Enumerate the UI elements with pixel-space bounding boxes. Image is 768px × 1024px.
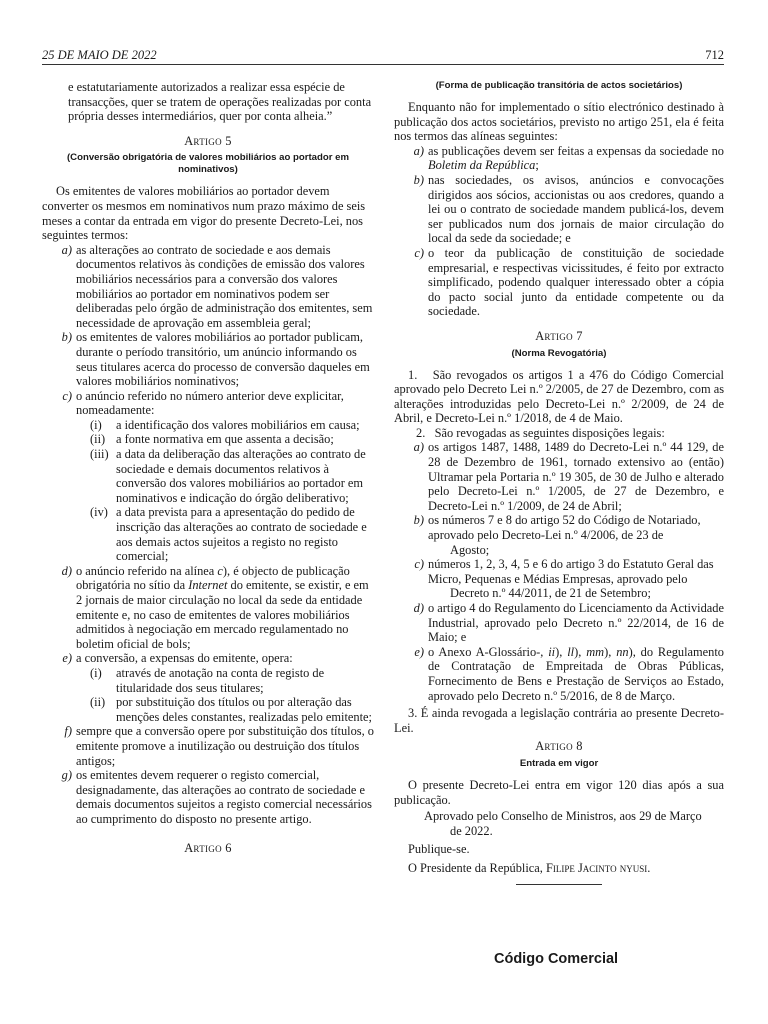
article-8-paragraph: O presente Decreto-Lei entra em vigor 120 dias após a sua publicação. [394,777,724,807]
list-item: b) os números 7 e 8 do artigo 52 do Código de Notariado, aprovado pelo Decreto-Lei n.º 4/2006, de 23 de [413,513,701,543]
intro-paragraph: e estatutariamente autorizados a realizar essa espécie de transacções, quer se tratem de operações realizadas por conta própria desses intermediários, quer por conta alheia.” [68,80,372,124]
page-header [42,48,724,64]
approval-line-continuation: de 2022. [450,823,493,838]
publique-se: Publique-se. [408,842,470,857]
article-5-title: Artigo 5 [184,133,232,148]
list-item: d) o anúncio referido na alínea c), é objecto de publicação obrigatória no sítio da Internet do emitente, se existir, e em 2 jornais de maior circulação no local da sede da entidade emitente e, no caso de emitentes de valores mobiliários admitidos à negociação em mercado regulamentado no boletim oficial de bols; [61,563,369,651]
list-item: a) os artigos 1487, 1488, 1489 do Decreto-Lei n.º 44 129, de 28 de Dezembro de 1961, tornado extensivo ao (então) Ultramar pela Portaria n.º 19 305, de 30 de Julho e alterado pelo Decreto-Lei n.º 1/2005, de 27 de Dezembro, e Decreto-Lei n.º 1/2009, de 24 de Abril; [413,440,724,513]
list-item: g) os emitentes devem requerer o registo comercial, designadamente, das alterações ao contrato de sociedade e demais documentos sujeitos a registo comercial necessários ao cumprimento do disposto no presente artigo. [61,768,372,826]
sub-list-item: (i) a identificação dos valores mobiliários em causa; [90,417,360,432]
list-item: e) a conversão, a expensas do emitente, opera: [62,651,293,666]
signature-rule [516,884,602,885]
article-8-title: Artigo 8 [535,739,583,754]
header-rule [42,64,724,65]
list-item: c) o teor da publicação de constituição de sociedade empresarial, e respectivas vicissitudes, é feito por extracto simplificado, podendo qualquer interessado obter a cópia do pacto social junto da entidade competente ou da sociedade. [414,245,724,319]
right-column [394,80,724,885]
list-item: c) números 1, 2, 3, 4, 5 e 6 do artigo 3 do Estatuto Geral das Micro, Pequenas e Médias Empresas, aprovado pelo [414,557,714,586]
section-title: Código Comercial [494,951,619,967]
article-7-subtitle: (Norma Revogatória) [511,347,607,359]
numbered-paragraph: 1. São revogados os artigos 1 a 476 do Código Comercial aprovado pelo Decreto Lei n.º 2/2005, de 27 de Dezembro, com as alterações introduzidas pelo Decreto-Lei n.º 2/2009, de 24 de Abril, e Decreto-Lei n.º 1/2018, de 4 de Maio. [394,367,725,426]
publication-date: 25 DE MAIO DE 2022 [42,48,157,62]
list-item-continuation: Decreto n.º 44/2011, de 21 de Setembro; [450,586,651,601]
left-column [42,80,374,859]
paragraph-3: 3. É ainda revogada a legislação contrária ao presente Decreto-Lei. [394,706,724,735]
list-item: a) as alterações ao contrato de sociedade e aos demais documentos relativos às condições de emissão dos valores mobiliários necessários para a conversão dos valores mobiliários ao portador em nominativos podem ser deliberadas pelo órgão de administração dos emitentes, sem necessidade de aprovação em assembleia geral; [61,242,373,330]
page-number: 712 [705,48,724,62]
article-6-subtitle: (Forma de publicação transitória de actos societários) [435,80,683,91]
list-item: e) o Anexo A-Glossário-, ii), ll), mm), nn), do Regulamento de Contratação de Empreitada de Obras Públicas, Fornecimento de Bens e Prestação de Serviços ao Estado, aprovado pelo Decreto n.º 5/2016, de 8 de Março. [414,644,724,703]
list-item: c) o anúncio referido no número anterior deve explicitar, nomeadamente: [62,388,344,418]
sub-list-item: (ii) a fonte normativa em que assenta a decisão; [90,432,334,447]
sub-list-item: (ii) por substituição dos títulos ou por alteração das menções deles constantes, realizadas pelo emitente; [90,695,372,724]
president-signature: O Presidente da República, Filipe Jacinto nyusi. [408,860,651,875]
article-5-paragraph: Os emitentes de valores mobiliários ao portador devem converter os mesmos em nominativos num prazo máximo de seis meses a contar da entrada em vigor do presente Decreto-Lei, nos seguintes termos: [42,184,366,243]
sub-list-item: (iii) a data da deliberação das alterações ao contrato de sociedade e demais documentos relativos à conversão dos valores mobiliários ao portador em nominativos e indicação do órgão deliberativo; [90,447,366,505]
approval-line: Aprovado pelo Conselho de Ministros, aos 29 de Março [424,809,702,824]
article-7-title: Artigo 7 [535,328,583,343]
article-8-subtitle: Entrada em vigor [519,757,599,769]
article-5-subtitle: (Conversão obrigatória de valores mobiliários ao portador em nominativos) [66,152,350,176]
article-6-paragraph: Enquanto não for implementado o sítio electrónico destinado à publicação dos actos societários, previsto no artigo 251, ela é feita nos termos das alíneas seguintes: [394,100,724,144]
list-item: a) as publicações devem ser feitas a expensas da sociedade no Boletim da República; [413,143,724,173]
list-item: f) sempre que a conversão opere por substituição dos títulos, o emitente promove a inutilização ou destruição dos títulos antigos; [64,724,374,768]
list-item: d) o artigo 4 do Regulamento do Licenciamento da Actividade Industrial, aprovado pelo Decreto n.º 22/2014, de 16 de Maio; e [413,601,724,645]
list-item: b) os emitentes de valores mobiliários ao portador publicam, durante o período transitório, um anúncio informando os seus titulares acerca do processo de conversão daqueles em valores mobiliários nominativos; [61,330,370,389]
list-item: b) nas sociedades, os avisos, anúncios e convocações dirigidos aos sócios, accionistas ou aos credores, quando a lei ou o contrato de sociedade mandem publicá-los, devem ser publicados num dos jornais de maior circulação do local da sede da sociedade; e [413,172,724,246]
list-item-continuation: Agosto; [450,542,490,557]
article-6-title: Artigo 6 [184,840,232,855]
sub-list-item: (iv) a data prevista para a apresentação do pedido de inscrição das alterações ao contrato de sociedade e aos demais actos sujeitos a registo no registo comercial; [90,505,367,564]
numbered-paragraph: 2. São revogadas as seguintes disposições legais: [416,425,665,440]
sub-list-item: (i) através de anotação na conta de registo de titularidade dos seus titulares; [90,665,325,695]
